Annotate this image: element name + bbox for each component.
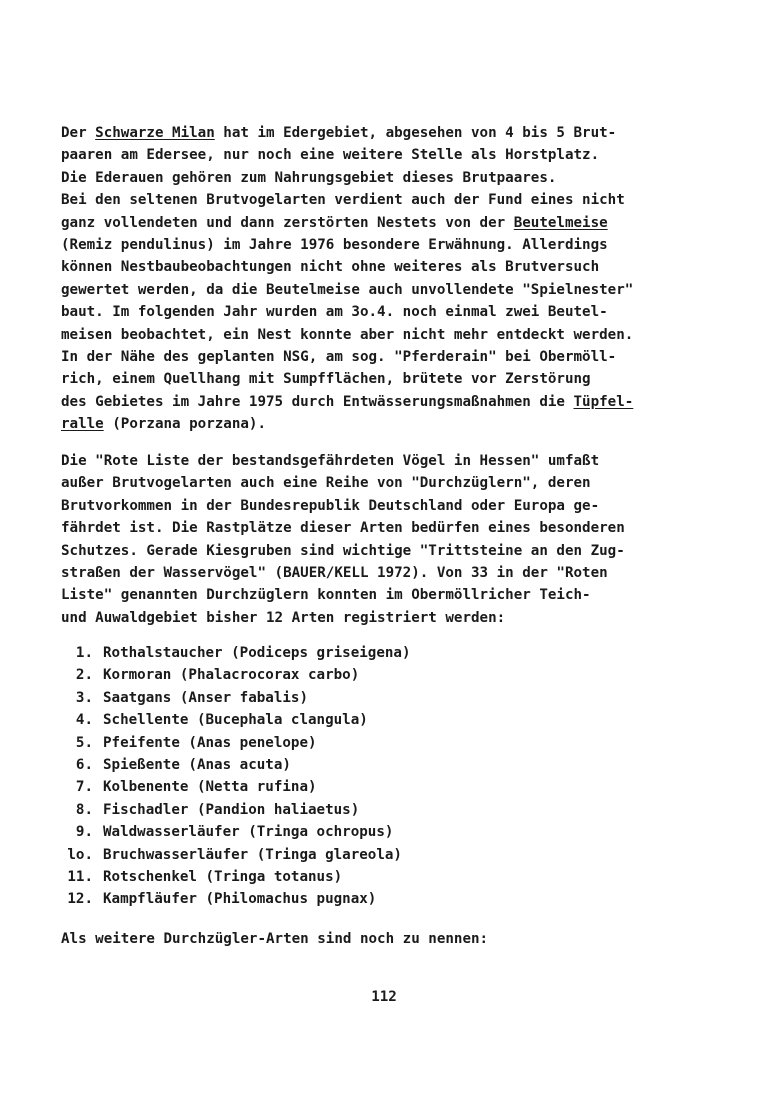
text-run: paaren am Edersee, nur noch eine weitere Stelle als Horstplatz. bbox=[61, 147, 600, 164]
list-number: 9. bbox=[75, 824, 93, 841]
text-run: (Porzana porzana). bbox=[103, 416, 267, 433]
text-run: und Auwaldgebiet bisher 12 Arten registriert werden: bbox=[61, 609, 506, 626]
text-run: Die "Rote Liste der bestandsgefährdeten Vögel in Hessen" umfaßt bbox=[61, 453, 600, 469]
underlined-species-name: Schwarze Milan bbox=[95, 125, 215, 141]
text-run: Liste" genannten Durchzüglern konnten im Obermöllricher Teich- bbox=[61, 587, 591, 604]
underlined-species-name: Tüpfel- bbox=[573, 393, 634, 410]
text-line bbox=[61, 279, 711, 301]
list-number: 2. bbox=[75, 667, 93, 684]
list-number: 6. bbox=[75, 756, 93, 773]
text-line bbox=[61, 517, 711, 539]
species-name: Pfeifente (Anas penelope) bbox=[103, 734, 317, 751]
species-name: Schellente (Bucephala clangula) bbox=[103, 712, 368, 729]
text-run: gewertet werden, da die Beutelmeise auch unvollendete "Spielnester" bbox=[61, 281, 634, 298]
text-run: (Remiz pendulinus) im Jahre 1976 besondere Erwähnung. Allerdings bbox=[61, 236, 608, 253]
list-number: 12. bbox=[67, 891, 93, 908]
text-line: Als weitere Durchzügler-Arten sind noch zu nennen: bbox=[61, 931, 489, 947]
text-run: Schutzes. Gerade Kiesgruben sind wichtige "Trittsteine an den Zug- bbox=[61, 542, 625, 559]
species-name: Rotschenkel (Tringa totanus) bbox=[103, 868, 343, 885]
list-number: 8. bbox=[75, 801, 93, 818]
text-run: des Gebietes im Jahre 1975 durch Entwässerungsmaßnahmen die bbox=[61, 393, 574, 410]
text-run: Die Ederauen gehören zum Nahrungsgebiet dieses Brutpaares. bbox=[61, 169, 557, 186]
text-line bbox=[61, 324, 711, 346]
species-list-item bbox=[61, 732, 661, 754]
text-run: Bei den seltenen Brutvogelarten verdient auch der Fund eines nicht bbox=[61, 192, 625, 209]
species-list-item bbox=[61, 821, 661, 843]
text-line bbox=[61, 234, 711, 256]
species-name: Bruchwasserläufer (Tringa glareola) bbox=[103, 846, 402, 863]
text-line bbox=[61, 450, 711, 472]
species-list-item bbox=[61, 664, 661, 686]
text-run: In der Nähe des geplanten NSG, am sog. "Pferderain" bei Obermöll- bbox=[61, 348, 617, 365]
text-line bbox=[61, 212, 711, 234]
list-number: 1. bbox=[75, 645, 93, 661]
underlined-species-name: ralle bbox=[61, 416, 104, 433]
text-line bbox=[61, 540, 711, 562]
text-run: hat im Edergebiet, abgesehen von 4 bis 5 Brut- bbox=[214, 125, 617, 141]
text-run: außer Brutvogelarten auch eine Reihe von "Durchzüglern", deren bbox=[61, 475, 591, 492]
text-line bbox=[61, 256, 711, 278]
text-line bbox=[61, 391, 711, 413]
page-number: 112 bbox=[371, 989, 397, 1005]
text-line bbox=[61, 167, 711, 189]
text-line bbox=[61, 562, 711, 584]
species-name: Rothalstaucher (Podiceps griseigena) bbox=[103, 645, 411, 661]
text-run: straßen der Wasservögel" (BAUER/KELL 1972). Von 33 in der "Roten bbox=[61, 564, 608, 581]
paragraph-schwarze-milan bbox=[61, 122, 711, 435]
text-run: meisen beobachtet, ein Nest konnte aber nicht mehr entdeckt werden. bbox=[61, 326, 634, 343]
text-run: Brutvorkommen in der Bundesrepublik Deutschland oder Europa ge- bbox=[61, 497, 600, 514]
species-list-item bbox=[61, 687, 661, 709]
species-name: Waldwasserläufer (Tringa ochropus) bbox=[103, 824, 394, 841]
text-line bbox=[61, 301, 711, 323]
list-number: 4. bbox=[75, 712, 93, 729]
text-run: baut. Im folgenden Jahr wurden am 3o.4. noch einmal zwei Beutel- bbox=[61, 304, 608, 321]
species-name: Kolbenente (Netta rufina) bbox=[103, 779, 317, 796]
species-name: Fischadler (Pandion haliaetus) bbox=[103, 801, 360, 818]
species-list bbox=[61, 642, 661, 911]
text-line bbox=[61, 346, 711, 368]
species-list-item bbox=[61, 844, 661, 866]
text-line bbox=[61, 144, 711, 166]
list-number: 5. bbox=[75, 734, 93, 751]
species-name: Spießente (Anas acuta) bbox=[103, 756, 291, 773]
species-list-item bbox=[61, 799, 661, 821]
text-run: rich, einem Quellhang mit Sumpfflächen, brütete vor Zerstörung bbox=[61, 371, 591, 388]
text-line bbox=[61, 122, 711, 144]
species-name: Saatgans (Anser fabalis) bbox=[103, 689, 308, 706]
list-number: 3. bbox=[75, 689, 93, 706]
text-run: Der bbox=[61, 125, 96, 141]
text-line bbox=[61, 368, 711, 390]
species-name: Kormoran (Phalacrocorax carbo) bbox=[103, 667, 360, 684]
text-line bbox=[61, 413, 711, 435]
list-number: 7. bbox=[75, 779, 93, 796]
species-list-item bbox=[61, 888, 661, 910]
species-list-item bbox=[61, 754, 661, 776]
species-list-item bbox=[61, 709, 661, 731]
species-list-item bbox=[61, 866, 661, 888]
text-run: ganz vollendeten und dann zerstörten Nestets von der bbox=[61, 214, 514, 231]
species-list-item bbox=[61, 776, 661, 798]
list-number: 11. bbox=[67, 868, 93, 885]
underlined-species-name: Beutelmeise bbox=[513, 214, 608, 231]
species-list-item bbox=[61, 642, 661, 664]
paragraph-rote-liste bbox=[61, 450, 711, 629]
text-run: können Nestbaubeobachtungen nicht ohne weiteres als Brutversuch bbox=[61, 259, 600, 276]
text-line bbox=[61, 584, 711, 606]
text-line bbox=[61, 607, 711, 629]
text-line bbox=[61, 189, 711, 211]
species-name: Kampfläufer (Philomachus pugnax) bbox=[103, 891, 377, 908]
list-number: lo. bbox=[67, 846, 93, 863]
text-line bbox=[61, 495, 711, 517]
closing-paragraph bbox=[61, 928, 711, 950]
text-run: fährdet ist. Die Rastplätze dieser Arten bedürfen eines besonderen bbox=[61, 520, 625, 537]
text-line bbox=[61, 472, 711, 494]
